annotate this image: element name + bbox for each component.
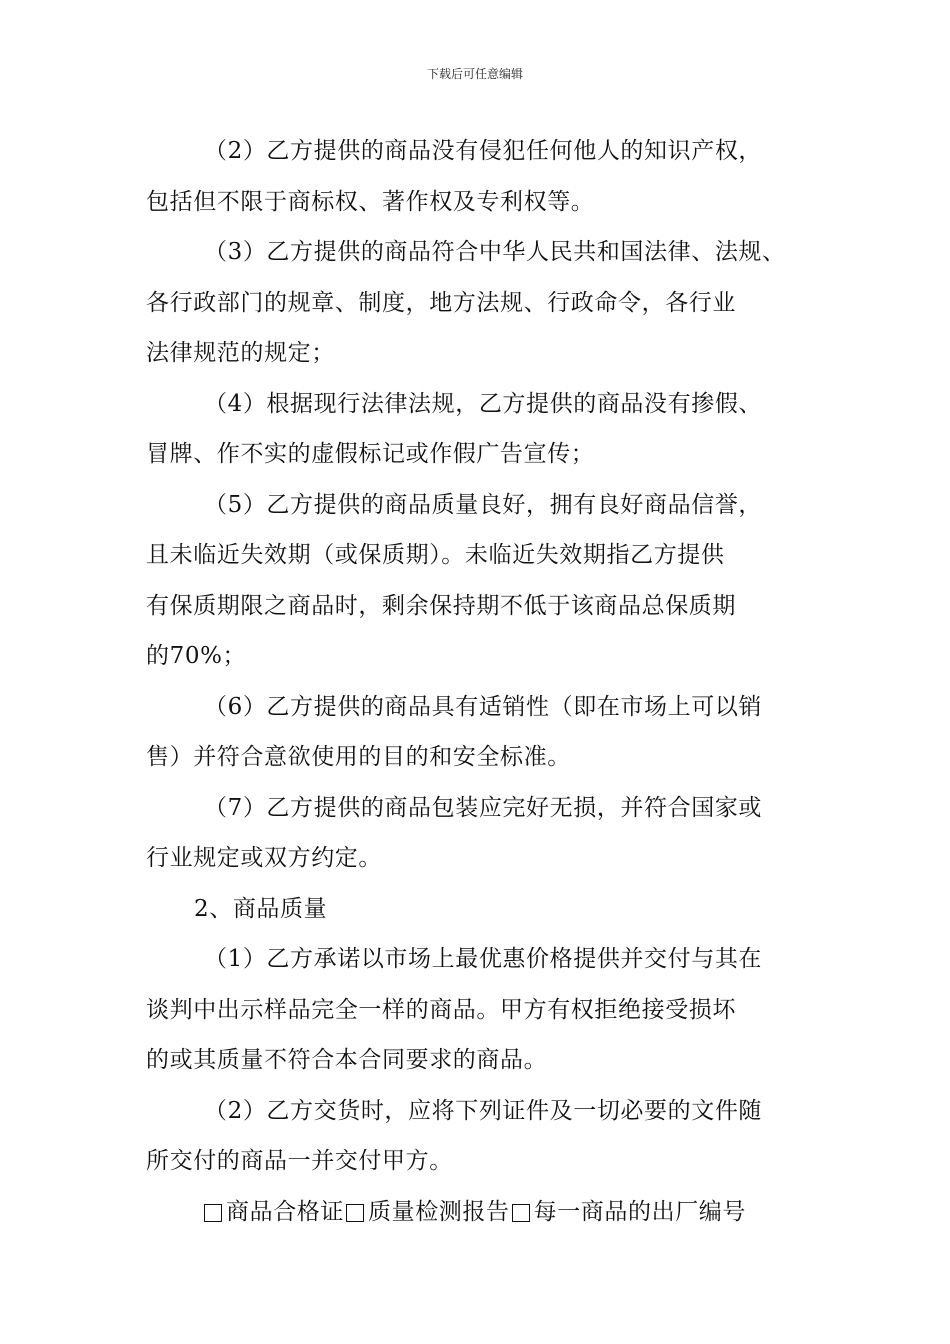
checklist-item: 质量检测报告 <box>368 1198 510 1225</box>
paragraph-line: 的或其质量不符合本合同要求的商品。 <box>146 1047 548 1073</box>
paragraph-line: （1）乙方承诺以市场上最优惠价格提供并交付与其在 <box>204 946 763 972</box>
paragraph-line: （2）乙方交货时，应将下列证件及一切必要的文件随 <box>204 1097 763 1124</box>
checkbox-icon <box>512 1204 530 1222</box>
document-body <box>146 126 812 1237</box>
paragraph-line: 的70%； <box>146 643 247 669</box>
paragraph-line: 售）并符合意欲使用的目的和安全标准。 <box>146 744 571 770</box>
paragraph-line: （4）根据现行法律法规，乙方提供的商品没有掺假、 <box>204 390 763 417</box>
paragraph-line: （3）乙方提供的商品符合中华人民共和国法律、法规、 <box>204 239 786 265</box>
paragraph-line: 且未临近失效期（或保质期）。未临近失效期指乙方提供 <box>146 542 725 568</box>
paragraph-line: 包括但不限于商标权、著作权及专利权等。 <box>146 188 595 215</box>
paragraph-line: 冒牌、作不实的虚假标记或作假广告宣传； <box>146 441 595 467</box>
paragraph-line: （2）乙方提供的商品没有侵犯任何他人的知识产权， <box>204 138 763 164</box>
paragraph-line: 所交付的商品一并交付甲方。 <box>146 1148 453 1174</box>
checkbox-icon <box>346 1204 364 1222</box>
section-heading: 2、商品质量 <box>194 895 328 922</box>
paragraph-line: 行业规定或双方约定。 <box>146 845 382 871</box>
header-note: 下载后可任意编辑 <box>426 67 523 81</box>
paragraph-line: 法律规范的规定； <box>146 340 335 366</box>
document-checklist <box>146 1187 812 1238</box>
paragraph-line: （6）乙方提供的商品具有适销性（即在市场上可以销 <box>204 693 763 720</box>
checklist-item: 每一商品的出厂编号 <box>533 1198 747 1225</box>
checkbox-icon <box>204 1204 222 1222</box>
paragraph-line: （7）乙方提供的商品包装应完好无损，并符合国家或 <box>204 794 763 821</box>
paragraph-line: （5）乙方提供的商品质量良好，拥有良好商品信誉， <box>204 491 763 518</box>
checklist-item: 商品合格证 <box>226 1198 344 1225</box>
paragraph-line: 各行政部门的规章、制度，地方法规、行政命令，各行业 <box>146 289 736 316</box>
paragraph-line: 有保质期限之商品时，剩余保持期不低于该商品总保质期 <box>146 592 736 619</box>
paragraph-line: 谈判中出示样品完全一样的商品。甲方有权拒绝接受损坏 <box>146 996 736 1023</box>
